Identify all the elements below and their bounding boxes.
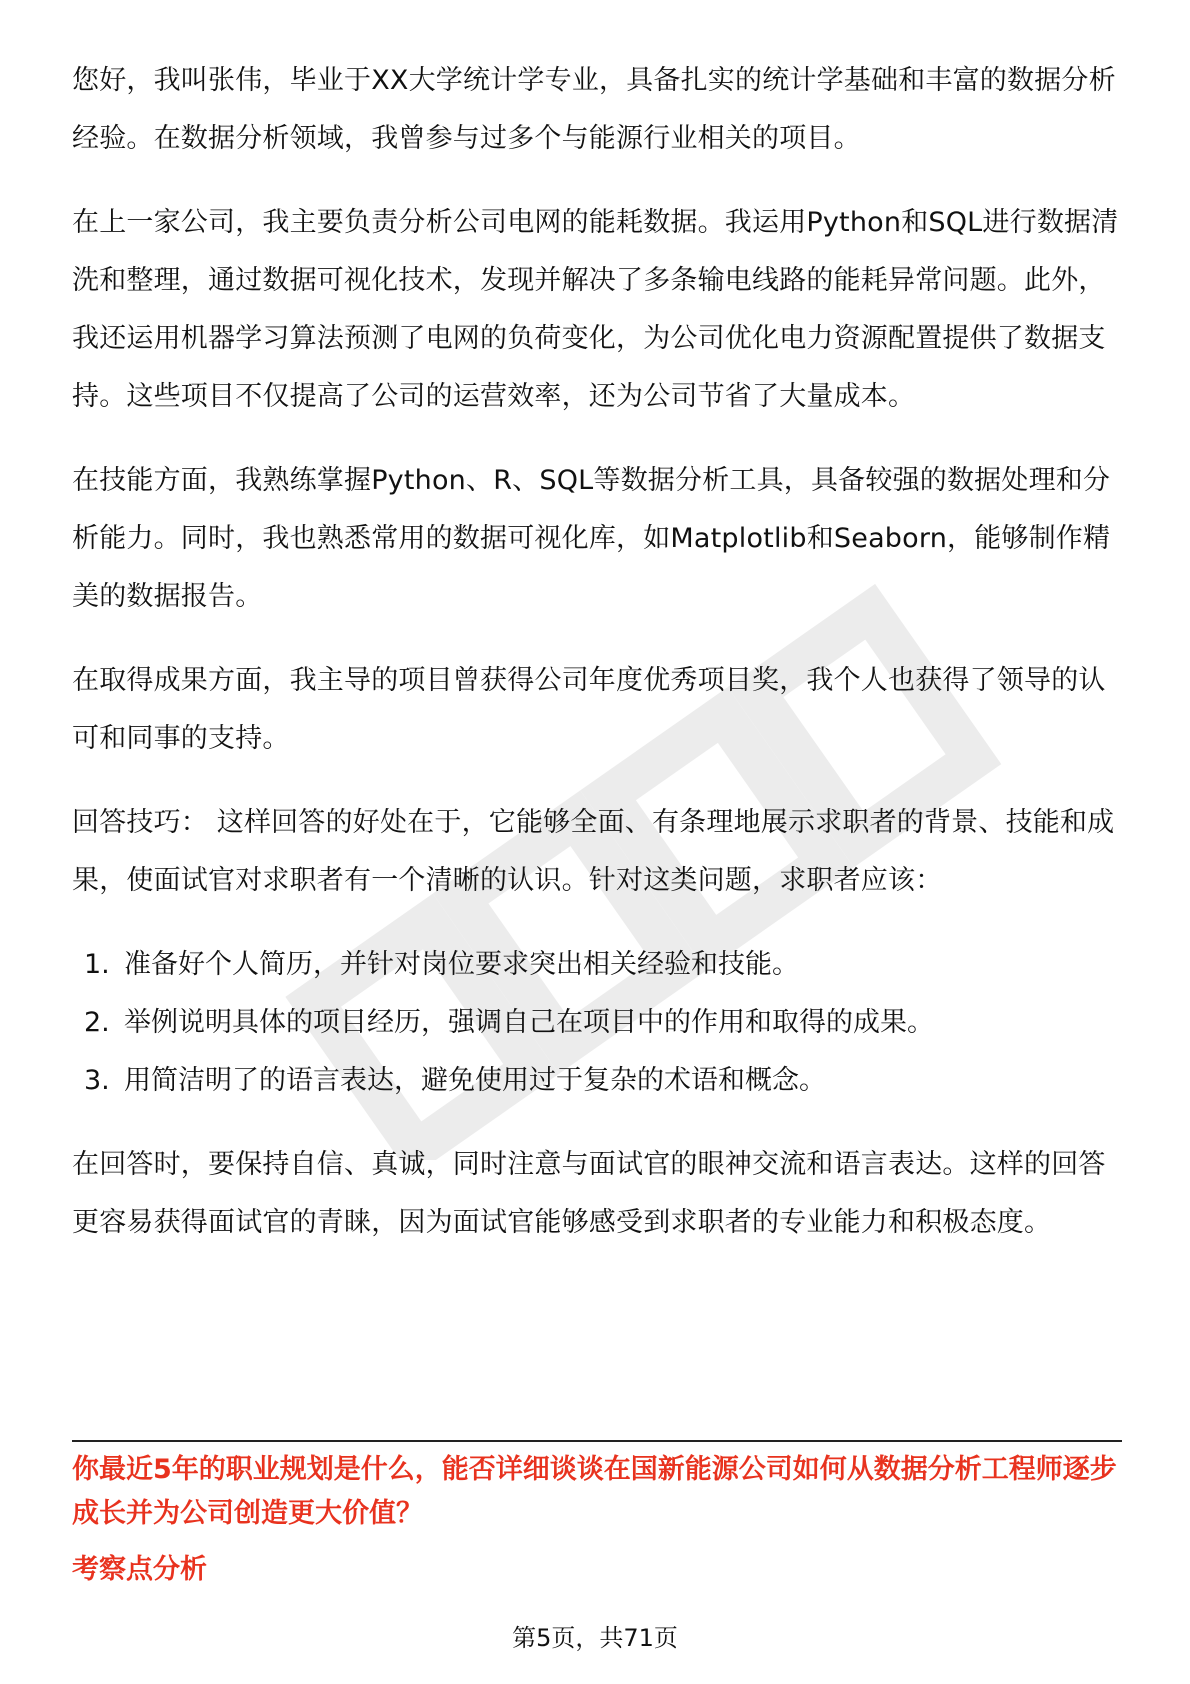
list-item-text: 用简洁明了的语言表达，避免使用过于复杂的术语和概念。 [124, 1065, 826, 1096]
answer-tips-paragraph: 回答技巧： 这样回答的好处在于，它能够全面、有条理地展示求职者的背景、技能和成果，使面试官对求职者有一个清晰的认识。针对这类问题，求职者应该： [72, 807, 1115, 896]
main-content [72, 52, 1122, 1278]
list-item [72, 936, 1122, 994]
list-item-text: 准备好个人简历，并针对岗位要求突出相关经验和技能。 [124, 949, 799, 980]
list-item-number: 3. [84, 1065, 110, 1096]
tips-list [72, 936, 1122, 1110]
page-number-text: 第5页，共71页 [506, 1624, 684, 1652]
skills-paragraph: 在技能方面，我熟练掌握Python、R、SQL等数据分析工具，具备较强的数据处理和分析能力。同时，我也熟悉常用的数据可视化库，如Matplotlib和Seaborn，能够制作精美的数据报告。 [72, 465, 1111, 612]
achievements-paragraph: 在取得成果方面，我主导的项目曾获得公司年度优秀项目奖，我个人也获得了领导的认可和同事的支持。 [72, 665, 1106, 754]
analysis-heading: 考察点分析 [72, 1554, 207, 1585]
list-item-text: 举例说明具体的项目经历，强调自己在项目中的作用和取得的成果。 [124, 1007, 934, 1038]
experience-paragraph: 在上一家公司，我主要负责分析公司电网的能耗数据。我运用Python和SQL进行数据清洗和整理，通过数据可视化技术，发现并解决了多条输电线路的能耗异常问题。此外，我还运用机器学习算法预测了电网的负荷变化，为公司优化电力资源配置提供了数据支持。这些项目不仅提高了公司的运营效率，还为公司节省了大量成本。 [72, 207, 1119, 412]
list-item-number: 2. [84, 1007, 110, 1038]
closing-paragraph: 在回答时，要保持自信、真诚，同时注意与面试官的眼神交流和语言表达。这样的回答更容易获得面试官的青睐，因为面试官能够感受到求职者的专业能力和积极态度。 [72, 1149, 1106, 1238]
section-divider [72, 1440, 1122, 1442]
list-item [72, 994, 1122, 1052]
question-heading: 你最近5年的职业规划是什么，能否详细谈谈在国新能源公司如何从数据分析工程师逐步成长并为公司创造更大价值？ [72, 1454, 1117, 1529]
list-item [72, 1052, 1122, 1110]
list-item-number: 1. [84, 949, 110, 980]
intro-paragraph: 您好，我叫张伟，毕业于XX大学统计学专业，具备扎实的统计学基础和丰富的数据分析经验。在数据分析领域，我曾参与过多个与能源行业相关的项目。 [72, 65, 1116, 154]
page-number [0, 1622, 1190, 1654]
